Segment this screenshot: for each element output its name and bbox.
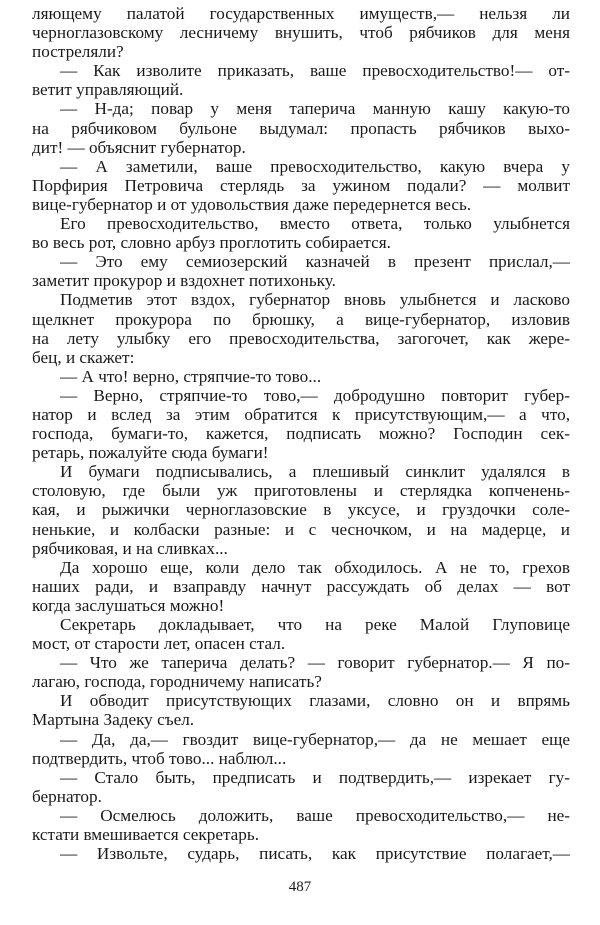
text-line: И обводит присутствующих глазами, словно он и впрямь bbox=[60, 691, 570, 711]
text-line: Секретарь докладывает, что на реке Малой Глуповице bbox=[60, 615, 570, 634]
text-line: Да хорошо еще, коли дело так обходилось. А не то, грехов bbox=[60, 557, 570, 577]
text-line: бец, и скажет: bbox=[32, 347, 135, 367]
text-line: мост, от старости лет, опасен стал. bbox=[32, 634, 286, 654]
text-line: — А заметили, ваше превосходительство, какую вчера у bbox=[60, 156, 570, 176]
text-line: во весь рот, словно арбуз проглотить собирается. bbox=[32, 233, 391, 253]
text-line: — Извольте, сударь, писать, как присутствие полагает,— bbox=[60, 844, 570, 864]
text-line: лагаю, господа, городничему написать? bbox=[32, 672, 322, 692]
text-line: щелкнет прокурора по брюшку, а вице-губернатор, изловив bbox=[32, 309, 570, 329]
text-line: — Верно, стряпчие-то тово,— добродушно повторит губер- bbox=[60, 385, 570, 405]
text-line: рябчиковая, и на сливках... bbox=[32, 538, 228, 558]
text-line: постреляли? bbox=[32, 42, 124, 62]
text-line: подтвердить, чтоб тово... наблюл... bbox=[32, 748, 287, 768]
text-line: черноглазовскому лесничему внушить, чтоб рябчиков для меня bbox=[32, 23, 570, 43]
text-line: на рябчиковом бульоне выдумал: пропасть рябчиков выхо- bbox=[32, 118, 570, 138]
text-line: ветит управляющий. bbox=[32, 80, 184, 100]
text-line: столовую, где были уж приготовлены и стерлядка копченень- bbox=[32, 481, 570, 501]
text-line: Его превосходительство, вместо ответа, только улыбнется bbox=[60, 214, 570, 234]
text-line: Мартына Задеку съел. bbox=[32, 710, 195, 730]
text-line: — Как изволите приказать, ваше превосходительство!— от- bbox=[60, 61, 570, 81]
text-line: натор и вслед за этим обратится к присутствующим,— а что, bbox=[32, 404, 570, 424]
text-line: ляющему палатой государственных имуществ,— нельзя ли bbox=[32, 4, 570, 23]
text-line: Подметив этот вздох, губернатор вновь улыбнется и ласково bbox=[60, 290, 570, 310]
text-line: — Это ему семиозерский казначей в презент прислал,— bbox=[60, 252, 570, 272]
text-line: на лету улыбку его превосходительства, загогочет, как жере- bbox=[32, 328, 570, 348]
text-line: кстати вмешивается секретарь. bbox=[32, 825, 260, 845]
text-line: когда заслушаться можно! bbox=[32, 595, 225, 615]
text-line: — Н-да; повар у меня таперича манную кашу какую-то bbox=[60, 99, 570, 119]
text-line: — А что! верно, стряпчие-то тово... bbox=[60, 366, 322, 386]
text-line: дит! — объяснит губернатор. bbox=[32, 137, 246, 157]
text-line: кая, и рыжички черноглазовские в уксусе, и груздочки соле- bbox=[32, 500, 570, 520]
text-line: заметит прокурор и вздохнет потихоньку. bbox=[32, 271, 336, 291]
text-line: — Стало быть, предписать и подтвердить,— изрекает гу- bbox=[60, 767, 570, 787]
text-line: И бумаги подписывались, а плешивый синклит удалялся в bbox=[60, 462, 570, 482]
text-line: бернатор. bbox=[32, 786, 102, 806]
text-line: ретарь, пожалуйте сюда бумаги! bbox=[32, 443, 269, 463]
text-line: наших ради, и взаправду начнут рассуждать об делах — вот bbox=[32, 576, 570, 596]
text-line: Порфирия Петровича стерлядь за ужином подали? — молвит bbox=[32, 175, 570, 195]
text-line: — Да, да,— гвоздит вице-губернатор,— да не мешает еще bbox=[60, 729, 570, 749]
page-number: 487 bbox=[288, 879, 312, 895]
text-line: господа, бумаги-то, кажется, подписать можно? Господин сек- bbox=[32, 424, 570, 444]
text-line: вице-губернатор и от удовольствия даже передернется весь. bbox=[32, 194, 472, 214]
text-line: — Осмелюсь доложить, ваше превосходительство,— не- bbox=[60, 805, 570, 825]
page-body-text bbox=[32, 4, 570, 863]
text-line: — Что же таперича делать? — говорит губернатор.— Я по- bbox=[60, 653, 570, 673]
text-line: ненькие, и колбаски разные: и с чесночком, и на мадерце, и bbox=[32, 519, 570, 539]
